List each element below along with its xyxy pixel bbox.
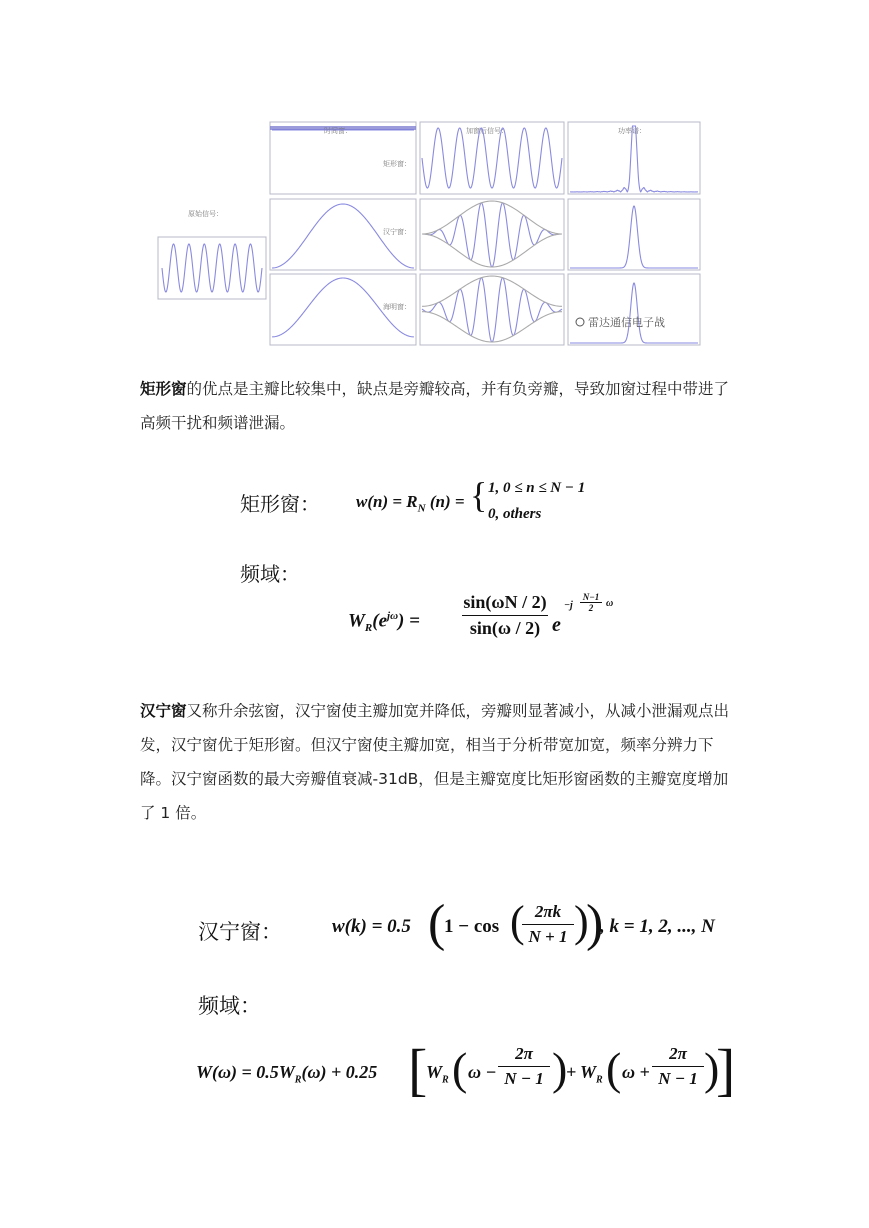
brace: { [470, 475, 488, 515]
watermark-text: 雷达通信电子战 [588, 316, 665, 329]
hamm-windowed-curve [422, 278, 562, 342]
rect-freq-exp-j: −j [564, 600, 573, 611]
term2-paren-close: ) [704, 1043, 720, 1094]
hann-frac-2: 2π N − 1 [652, 1044, 704, 1089]
hann-window-formula [198, 896, 738, 962]
hann-envelope-lower [422, 234, 562, 267]
panel-hann-windowed [420, 199, 564, 270]
rect-case-1: 1, 0 ≤ n ≤ N − 1 [488, 480, 586, 496]
rect-freq-label: 频域： [240, 562, 300, 586]
rect-freq-formula [348, 592, 648, 656]
hann-window-term: 汉宁窗 [140, 702, 187, 720]
term1-paren-open: ( [452, 1043, 468, 1094]
term1-paren-close: ) [552, 1043, 568, 1094]
hamm-envelope-upper [422, 276, 562, 306]
window-figure-svg [156, 118, 716, 348]
hamm-spectrum-curve [570, 283, 698, 343]
paren-inner-close: ) [574, 897, 589, 946]
rect-freq-numerator: sin(ωN / 2) [463, 592, 547, 612]
hann-formula-label: 汉宁窗： [198, 920, 282, 944]
hann-omega-plus: ω + [622, 1062, 650, 1082]
label-original-signal: 原始信号： [188, 210, 223, 218]
label-windowed-signal: 加窗后信号： [466, 127, 508, 135]
hann-freq-label-wrap [198, 990, 261, 1020]
label-power-spectrum: 功率谱： [618, 127, 646, 135]
hann-freq-lhs: $W(\omega) = 0.5W_R(\omega) + 0.25$ [196, 1062, 378, 1086]
hann-fraction: 2πk N + 1 [522, 902, 574, 947]
hann-one-minus-cos: 1 − cos [444, 916, 500, 937]
label-rect-window: 矩形窗： [383, 160, 411, 168]
hann-window-curve [272, 204, 414, 268]
hann-term2-w: $W_R$ [580, 1062, 603, 1086]
hann-window-text: 又称升余弦窗，汉宁窗使主瓣加宽并降低，旁瓣则显著减小，从减小泄漏观点出发，汉宁窗优于矩形窗。但汉宁窗使主瓣加宽，相当于分析带宽加宽，频率分辨力下降。汉宁窗函数的最大旁瓣值衰减-31dB，但是主瓣宽度比矩形窗函数的主瓣宽度增加了 1 倍。 [140, 702, 730, 822]
hann-formula-lhs: w(k) = 0.5 [332, 916, 411, 937]
rect-formula-label: 矩形窗： [240, 492, 320, 516]
hann-formula-tail: , k = 1, 2, ..., N [600, 916, 715, 937]
panel-hamm-windowed [420, 274, 564, 345]
rect-window-paragraph [140, 372, 732, 440]
rect-window-term: 矩形窗 [140, 380, 187, 398]
rect-window-text: 的优点是主瓣比较集中，缺点是旁瓣较高，并有负旁瓣，导致加窗过程中带进了高频干扰和频谱泄漏。 [140, 380, 730, 432]
watermark-icon [576, 318, 584, 326]
hann-freq-label: 频域： [198, 994, 261, 1018]
rect-freq-lhs: $W_R(e^{j\omega})$ = [348, 610, 420, 635]
hann-frac-1: 2π N − 1 [498, 1044, 550, 1089]
rect-freq-e: e [552, 614, 561, 636]
paren-open: ( [428, 895, 446, 952]
rect-windowed-curve [422, 128, 562, 188]
rect-freq-denominator: sin(ω / 2) [469, 618, 541, 638]
rect-case-2: 0, others [488, 506, 542, 522]
paren-inner-open: ( [510, 897, 525, 946]
rect-formula-lhs: $w(n) = R_N$ (n) = [356, 492, 465, 515]
paren-close: ) [586, 895, 604, 952]
hann-omega-minus: ω − [468, 1062, 497, 1082]
bracket-open: [ [408, 1037, 428, 1102]
rect-freq-fraction [462, 592, 548, 639]
bracket-close: ] [716, 1037, 736, 1102]
panel-hamm-spectrum [568, 274, 700, 345]
hann-envelope-upper [422, 201, 562, 234]
rect-window-formula [240, 475, 640, 530]
label-hamming-window: 海明窗： [383, 303, 411, 311]
hamm-envelope-lower [422, 312, 562, 342]
term2-paren-open: ( [606, 1043, 622, 1094]
hann-spectrum-curve [570, 206, 698, 268]
hann-plus: + [566, 1062, 577, 1082]
window-comparison-figure [156, 118, 716, 348]
hann-term1-w: $W_R$ [426, 1062, 449, 1086]
rect-spectrum-curve [570, 126, 698, 192]
label-hanning-window: 汉宁窗： [383, 228, 411, 236]
panel-hann-spectrum [568, 199, 700, 270]
original-signal-curve [162, 244, 262, 292]
hann-windowed-curve [422, 203, 562, 267]
rect-freq-label-wrap [240, 558, 300, 587]
label-time-window: 时间窗： [324, 127, 352, 135]
watermark [576, 315, 665, 329]
hann-window-paragraph [140, 694, 732, 830]
rect-freq-exp-frac: N−1 2 [580, 592, 602, 613]
rect-freq-exp-w: ω [606, 598, 614, 609]
hann-freq-formula [196, 1037, 736, 1106]
